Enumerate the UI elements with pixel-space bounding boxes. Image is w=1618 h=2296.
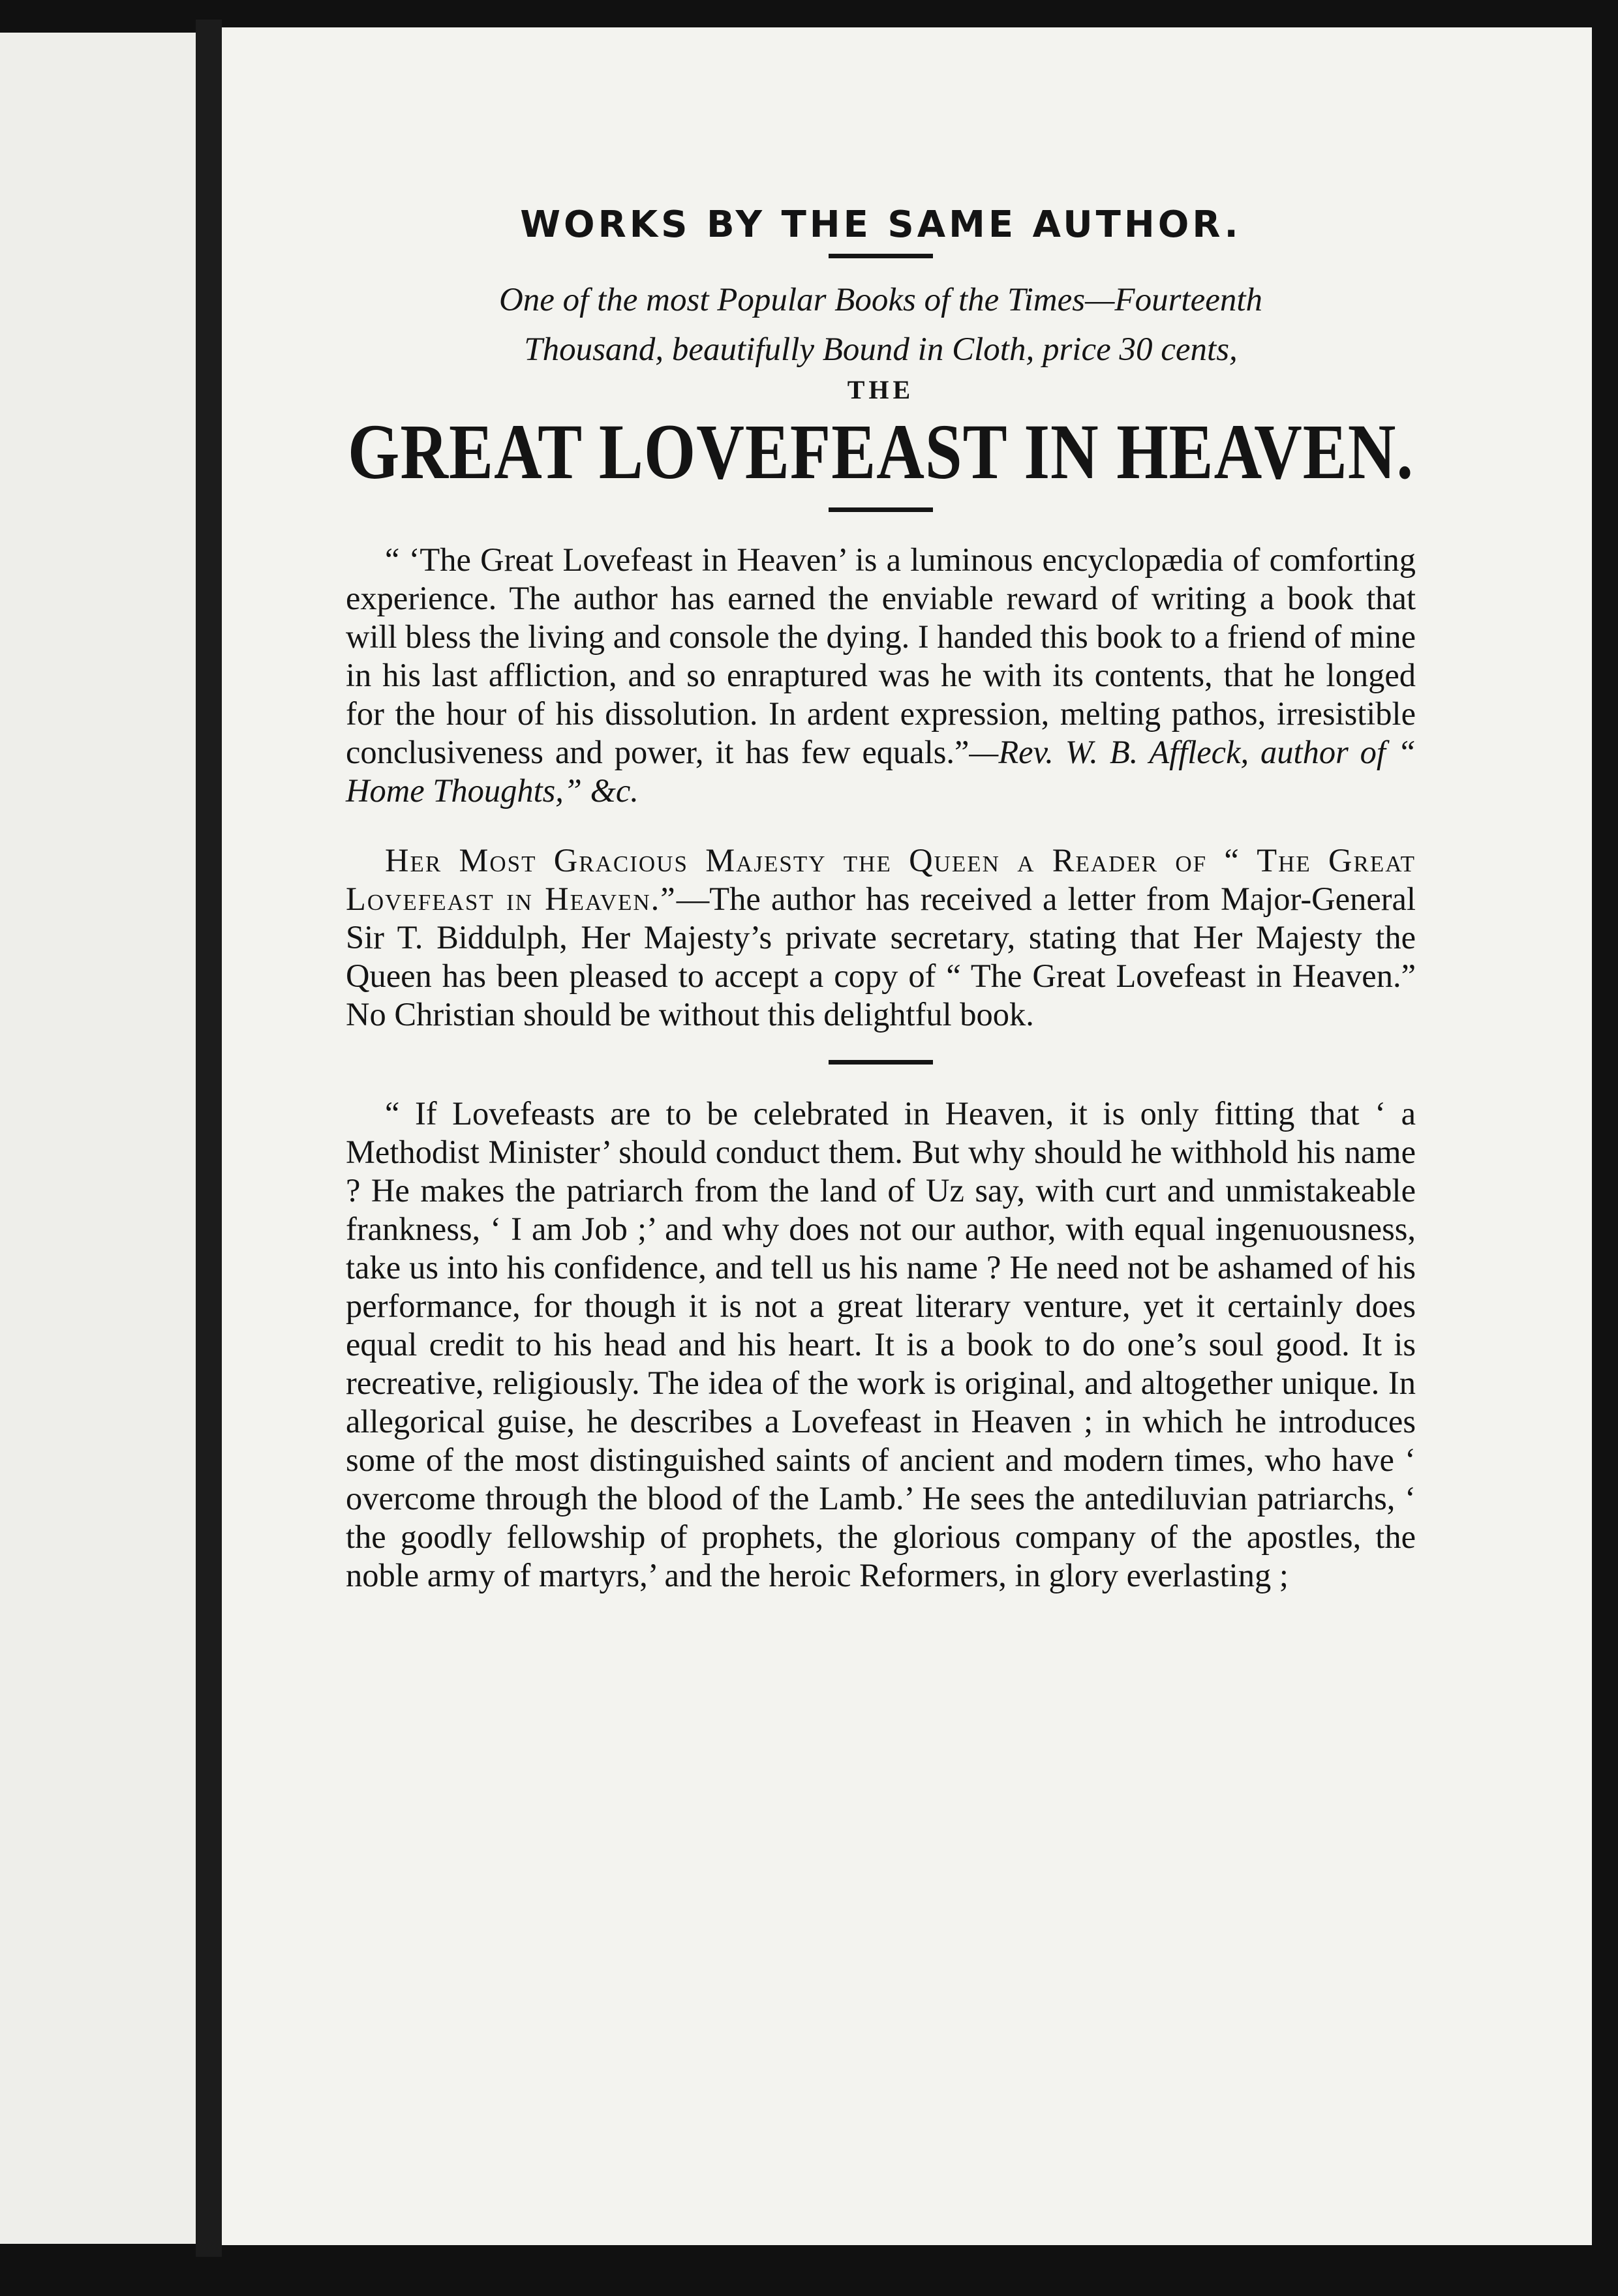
- review-2-text: —The author has received a letter from Major-General Sir T. Biddulph, Her Majesty’s private secretary, stating that Her Majesty the Queen has been pleased to accept a copy of “ The Great Lovefeast in Heaven.” No Christian should be without this delightful book.: [346, 881, 1416, 1033]
- subtitle-line-1: One of the most Popular Books of the Times—Fourteenth: [498, 282, 1263, 318]
- paragraph-gap: [346, 810, 1416, 841]
- review-1-text: “ ‘The Great Lovefeast in Heaven’ is a luminous encyclopædia of comforting experience. The author has earned the enviable reward of writing a book that will bless the living and console the dying. I handed this book to a friend of mine in his last affliction, and so enraptured was he with its contents, that he longed for the hour of his dissolution. In ardent expression, melting pathos, irresistible conclusiveness and power, it has few equals.”: [346, 541, 1416, 770]
- page-content: [346, 204, 1416, 1595]
- review-2: [346, 841, 1416, 1034]
- subtitle-line-2: Thousand, beautifully Bound in Cloth, price 30 cents,: [524, 331, 1238, 368]
- page: [222, 27, 1592, 2245]
- review-1-attribution: —Rev. W. B. Affleck, author of “ Home Thoughts,” &c.: [346, 734, 1416, 809]
- review-3: “ If Lovefeasts are to be celebrated in Heaven, it is only fitting that ‘ a Methodist Minister’ should conduct them. But why should he withhold his name ? He makes the patriarch from the land of Uz say, with curt and unmistakeable frankness, ‘ I am Job ;’ and why does not our author, with equal ingenuousness, take us into his confidence, and tell us his name ? He need not be ashamed of his performance, for though it is not a great literary venture, yet it certainly does equal credit to his head and his heart. It is a book to do one’s soul good. It is recreative, religiously. The idea of the work is original, and altogether unique. In allegorical guise, he describes a Lovefeast in Heaven ; in which he introduces some of the most distinguished saints of ancient and modern times, who have ‘ overcome through the blood of the Lamb.’ He sees the antediluvian patriarchs, ‘ the goodly fellowship of prophets, the glorious company of the apostles, the noble army of martyrs,’ and the heroic Reformers, in glory everlasting ;: [346, 1095, 1416, 1594]
- title-rule: [829, 254, 933, 258]
- review-2-lead: Her Most Gracious Majesty the Queen a Reader of “ The Great Lovefeast in Heaven.”: [346, 842, 1416, 917]
- the-heading: THE: [847, 375, 915, 404]
- left-page-edge: [0, 33, 196, 2244]
- book-title-rule: [829, 507, 933, 512]
- book-title: GREAT LOVEFEAST IN HEAVEN.: [348, 408, 1414, 496]
- section-rule: [829, 1060, 933, 1065]
- book-spine: [196, 20, 222, 2257]
- section-title: WORKS BY THE SAME AUTHOR.: [520, 204, 1242, 246]
- review-1: [346, 541, 1416, 810]
